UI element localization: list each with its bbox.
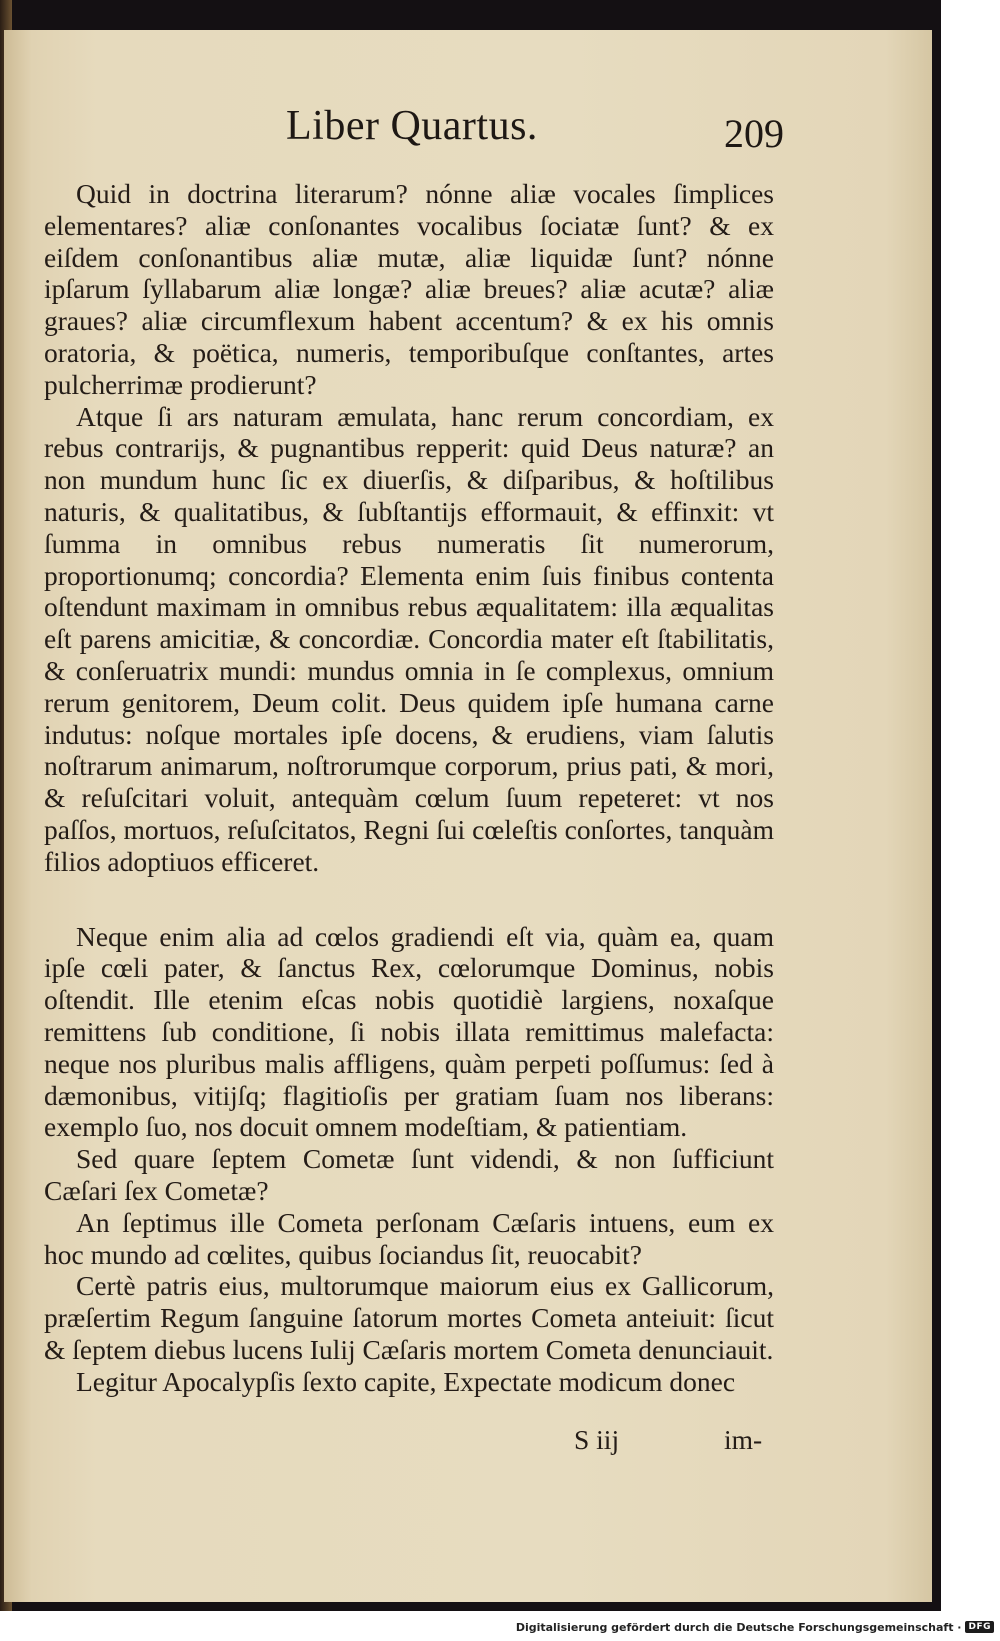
- catchword: im-: [724, 1424, 763, 1455]
- page-number: 209: [724, 111, 784, 156]
- paragraph: Legitur Apocalypſis ſexto capite, Expectate modicum donec: [76, 1365, 736, 1397]
- page-header: [4, 102, 932, 162]
- paragraph: An ſeptimus ille Cometa perſonam Cæſaris intuens, eum ex hoc mundo ad cœlites, quibus ſociandus ſit, reuocabit?: [44, 1206, 774, 1270]
- dfg-logo-icon: DFG: [965, 1621, 994, 1633]
- paragraph: Sed quare ſeptem Cometæ ſunt videndi, & non ſufficiunt Cæſari ſex Cometæ?: [44, 1143, 774, 1206]
- paragraph: Neque enim alia ad cœlos gradiendi eſt via, quàm ea, quam ipſe cœli pater, & ſanctus Rex, cœlorumque Dominus, nobis oſtendit. Ille etenim eſcas nobis quotidiè largiens, noxaſque remittens ſub conditione, ſi nobis illata remittimus malefacta: neque nos pluribus malis affligens, quàm perpeti poſſumus: ſed à dæmonibus, vitijſq; flagitioſis per gratiam ſuam nos liberans: exemplo ſuo, nos docuit omnem modeſtiam, & patientiam.: [44, 920, 774, 1143]
- book-page: [4, 30, 932, 1602]
- body-text: [44, 178, 774, 1397]
- paragraph: Atque ſi ars naturam æmulata, hanc rerum concordiam, ex rebus contrarijs, & pugnantibus repperit: quid Deus naturæ? an non mundum hunc ſic ex diuerſis, & diſparibus, & hoſtilibus naturis, & qualitatibus, & ſubſtantijs efformauit, & effinxit: vt ſumma in omnibus rebus numeratis ſit numerorum, proportionumq; concordia? Elementa enim ſuis finibus contenta oſtendunt maximam in omnibus rebus æqualitatem: illa æqualitas eſt parens amicitiæ, & concordiæ. Concordia mater eſt ſtabilitatis, & conſeruatrix mundi: mundus omnia in ſe complexus, omnium rerum genitorem, Deum colit. Deus quidem ipſe humana carne indutus: noſque mortales ipſe docens, & erudiens, viam ſalutis noſtrarum animarum, noſtrorumque corporum, prius pati, & mori, & reſuſcitari voluit, antequàm cœlum ſuum repeteret: vt nos paſſos, mortuos, reſuſcitatos, Regni ſui cœleſtis conſortes, tanquàm filios adoptiuos efficeret.: [44, 400, 774, 877]
- signature-mark: S iij: [574, 1424, 620, 1455]
- credit-text: Digitalisierung gefördert durch die Deutsche Forschungsgemeinschaft ·: [515, 1620, 962, 1634]
- paragraph: Certè patris eius, multorumque maiorum eius ex Gallicorum, præſertim Regum ſanguine ſatorum mortes Cometa anteiuit: ſicut & ſeptem diebus lucens Iulij Cæſaris mortem Cometa denunciauit.: [44, 1270, 774, 1365]
- digitization-credit: [516, 1617, 994, 1637]
- page-footer: [44, 1424, 774, 1458]
- running-title: Liber Quartus.: [286, 103, 538, 149]
- paragraph: Quid in doctrina literarum? nónne aliæ vocales ſimplices elementares? aliæ conſonantes vocalibus ſociatæ ſunt? & ex eiſdem conſonantibus aliæ mutæ, aliæ liquidæ ſunt? nónne ipſarum ſyllabarum aliæ longæ? aliæ breues? aliæ acutæ? aliæ graues? aliæ circumflexum habent accentum? & ex his omnis oratoria, & poëtica, numeris, temporibuſque conſtantes, artes pulcherrimæ prodierunt?: [44, 178, 774, 400]
